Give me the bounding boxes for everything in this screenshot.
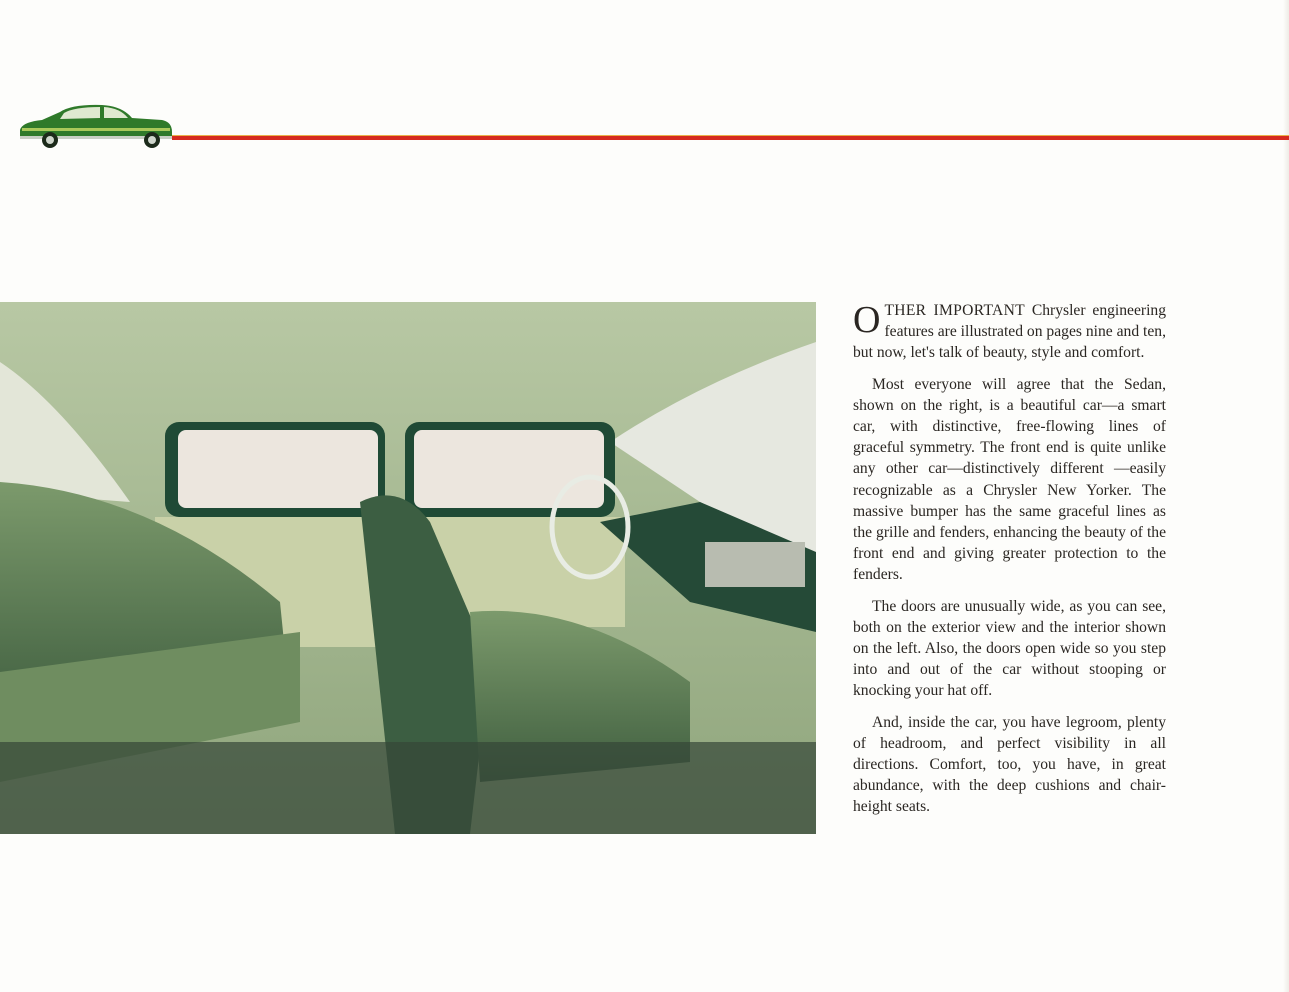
- sedan-illustration: [12, 100, 176, 154]
- paragraph-comfort: And, inside the car, you have legroom, plenty of headroom, and perfect visibility in all directions. Comfort, too, you have, in great abundance, with the deep cushions and chair-height seats.: [853, 713, 1166, 816]
- paragraph-sedan: Most everyone will agree that the Sedan, shown on the right, is a beautiful car—a smart car, with distinctive, free-flowing lines of graceful symmetry. The front end is quite unlike any other car—distinctively different —easily recognizable as a Chrysler New Yorker. The massive bumper has the same graceful lines as the grille and fenders, enhancing the beauty of the front end and giving greater protection to the fenders.: [853, 375, 1166, 584]
- car-interior-illustration: [0, 302, 816, 834]
- paragraph-intro: [853, 300, 1166, 364]
- lead-in-smallcaps: THER IMPORTANT: [884, 302, 1025, 319]
- header-rule: [172, 135, 1289, 140]
- page-edge: [1283, 0, 1289, 992]
- article-text: [853, 300, 1166, 828]
- drop-cap: O: [853, 299, 881, 341]
- paragraph-doors: The doors are unusually wide, as you can see, both on the exterior view and the interior shown on the left. Also, the doors open wide so you step into and out of the car without stooping or knocking your hat off.: [853, 597, 1166, 700]
- intro-text: Chrysler engineering features are illustrated on pages nine and ten, but now, let's talk of beauty, style and comfort.: [853, 302, 1167, 362]
